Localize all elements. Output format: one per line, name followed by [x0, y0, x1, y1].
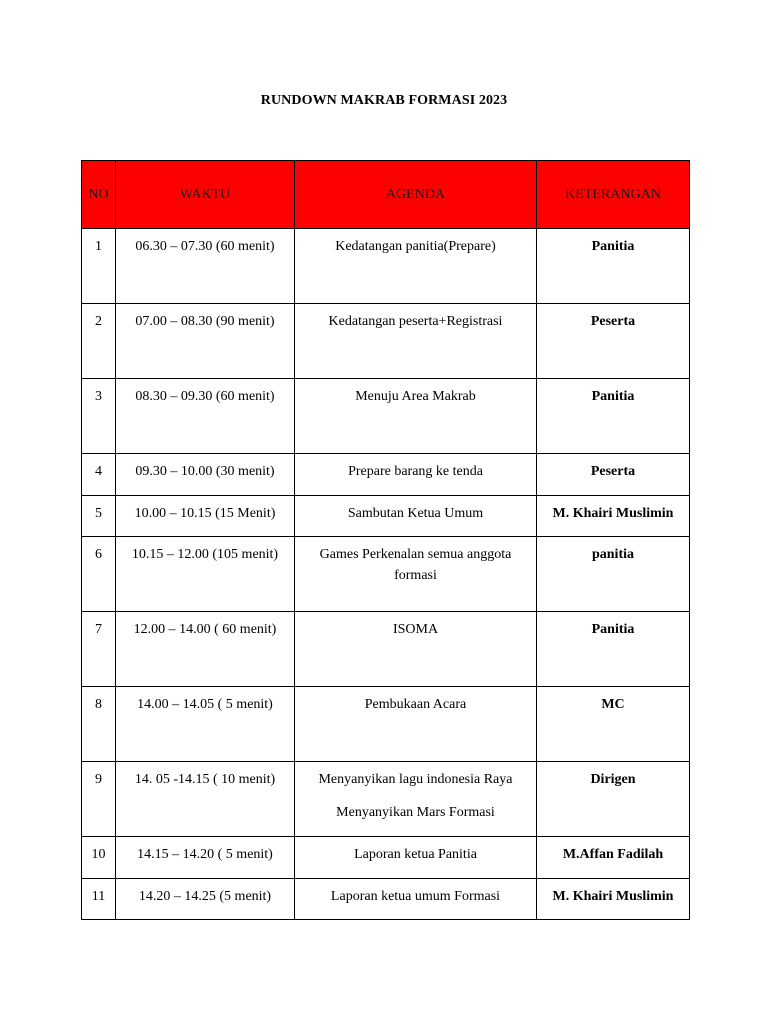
- cell-agenda: Laporan ketua Panitia: [295, 837, 537, 879]
- header-row: [82, 161, 690, 229]
- cell-keterangan: M. Khairi Muslimin: [537, 496, 690, 537]
- header-agenda: AGENDA: [295, 161, 537, 229]
- table-body: [82, 229, 690, 920]
- header-no: NO: [82, 161, 116, 229]
- cell-no: 7: [82, 612, 116, 687]
- cell-keterangan: Peserta: [537, 304, 690, 379]
- cell-no: 6: [82, 537, 116, 612]
- cell-agenda: Kedatangan panitia(Prepare): [295, 229, 537, 304]
- table-row: [82, 687, 690, 762]
- cell-waktu: 14.00 – 14.05 ( 5 menit): [116, 687, 295, 762]
- agenda-line: Menyanyikan lagu indonesia Raya: [318, 772, 513, 787]
- cell-waktu: 14. 05 -14.15 ( 10 menit): [116, 762, 295, 837]
- cell-agenda: [295, 762, 537, 837]
- cell-no: 11: [82, 879, 116, 920]
- cell-waktu: 10.00 – 10.15 (15 Menit): [116, 496, 295, 537]
- cell-no: 3: [82, 379, 116, 454]
- cell-no: 9: [82, 762, 116, 837]
- cell-waktu: 06.30 – 07.30 (60 menit): [116, 229, 295, 304]
- cell-waktu: 14.15 – 14.20 ( 5 menit): [116, 837, 295, 879]
- table-row: [82, 304, 690, 379]
- cell-waktu: 07.00 – 08.30 (90 menit): [116, 304, 295, 379]
- header-waktu: WAKTU: [116, 161, 295, 229]
- cell-no: 5: [82, 496, 116, 537]
- rundown-table: [81, 160, 690, 920]
- table-row: [82, 537, 690, 612]
- cell-agenda: ISOMA: [295, 612, 537, 687]
- cell-keterangan: Peserta: [537, 454, 690, 496]
- cell-keterangan: panitia: [537, 537, 690, 612]
- table-row: [82, 612, 690, 687]
- cell-agenda: Pembukaan Acara: [295, 687, 537, 762]
- cell-keterangan: M.Affan Fadilah: [537, 837, 690, 879]
- cell-no: 2: [82, 304, 116, 379]
- header-keterangan: KETERANGAN: [537, 161, 690, 229]
- cell-agenda: Kedatangan peserta+Registrasi: [295, 304, 537, 379]
- cell-waktu: 14.20 – 14.25 (5 menit): [116, 879, 295, 920]
- table-header: [82, 161, 690, 229]
- cell-no: 4: [82, 454, 116, 496]
- cell-waktu: 09.30 – 10.00 (30 menit): [116, 454, 295, 496]
- cell-no: 1: [82, 229, 116, 304]
- cell-agenda: Sambutan Ketua Umum: [295, 496, 537, 537]
- table-row: [82, 379, 690, 454]
- cell-agenda: Prepare barang ke tenda: [295, 454, 537, 496]
- cell-agenda: Laporan ketua umum Formasi: [295, 879, 537, 920]
- cell-keterangan: M. Khairi Muslimin: [537, 879, 690, 920]
- table-row: [82, 229, 690, 304]
- table-row: [82, 879, 690, 920]
- cell-waktu: 10.15 – 12.00 (105 menit): [116, 537, 295, 612]
- table-row: [82, 496, 690, 537]
- cell-no: 8: [82, 687, 116, 762]
- table-row: [82, 837, 690, 879]
- cell-keterangan: MC: [537, 687, 690, 762]
- cell-agenda: Games Perkenalan semua anggota formasi: [295, 537, 537, 612]
- cell-keterangan: Dirigen: [537, 762, 690, 837]
- agenda-line: Menyanyikan Mars Formasi: [336, 805, 495, 820]
- cell-keterangan: Panitia: [537, 612, 690, 687]
- table-row: [82, 762, 690, 837]
- cell-agenda: Menuju Area Makrab: [295, 379, 537, 454]
- cell-waktu: 08.30 – 09.30 (60 menit): [116, 379, 295, 454]
- cell-no: 10: [82, 837, 116, 879]
- table-row: [82, 454, 690, 496]
- cell-keterangan: Panitia: [537, 379, 690, 454]
- document-title: RUNDOWN MAKRAB FORMASI 2023: [260, 93, 508, 108]
- cell-waktu: 12.00 – 14.00 ( 60 menit): [116, 612, 295, 687]
- cell-keterangan: Panitia: [537, 229, 690, 304]
